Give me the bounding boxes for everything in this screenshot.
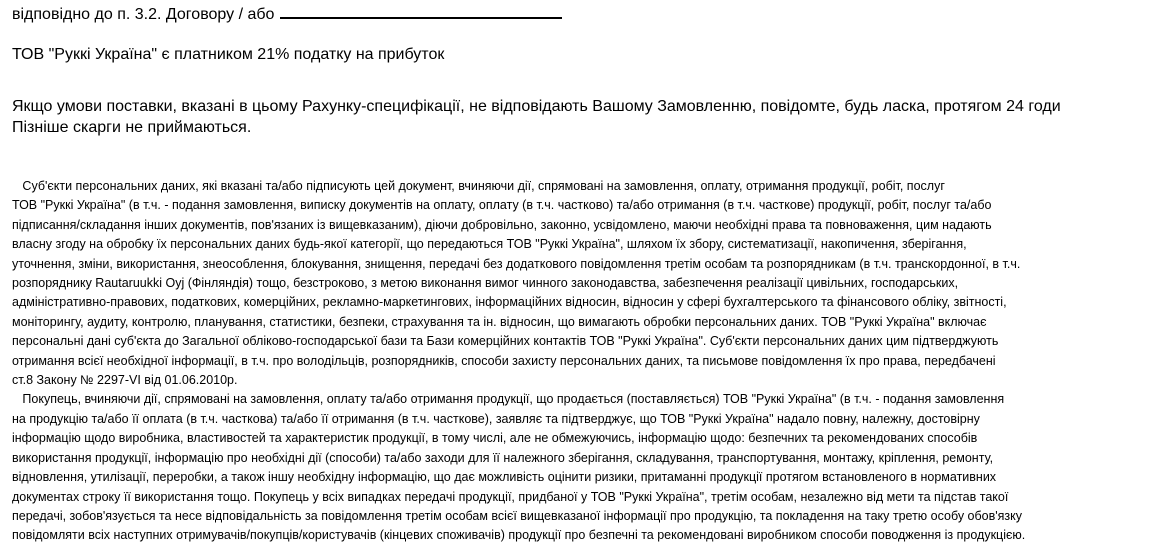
legal-line: ст.8 Закону № 2297-VI від 01.06.2010р. <box>12 373 238 388</box>
legal-line: відновлення, утилізації, переробки, а також іншу необхідну інформацію, що дає можливість оцінити ризики, притаманні продукції протягом встановленого в нормативних <box>12 470 997 485</box>
legal-line: уточнення, зміни, використання, знеособлення, блокування, знищення, передачі без додаткового повідомлення третім особам та розпорядникам (в т.ч. транскордонної, в т.ч. <box>12 256 1021 271</box>
legal-line: використання продукції, інформацію про необхідні дії (способи) та/або заходи для її належного зберігання, складування, транспортування, монтажу, кріплення, ремонту, <box>12 450 994 465</box>
legal-line: Суб'єкти персональних даних, які вказані та/або підписують цей документ, вчиняючи дії, спрямовані на замовлення, оплату, отримання продукції, робіт, послуг <box>12 179 945 193</box>
legal-line: моніторингу, аудиту, контролю, планування, статистики, безпеки, страхування та ін. відносин, що вимагають обробки персональних даних. ТОВ "Руккі Україна" включає <box>12 314 987 329</box>
tax-statement: ТОВ "Руккі Україна" є платником 21% податку на прибуток <box>12 46 445 63</box>
legal-line: документах строку її використання тощо. Покупець у всіх випадках передачі продукції, придбаної у ТОВ "Руккі Україна", третім особам, незалежно від мети та підстав такої <box>12 489 1009 504</box>
legal-line: підписання/складання інших документів, пов'язаних із вищевказаним), діючи добровільно, законно, усвідомлено, маючи необхідні права та повноваження, цим надають <box>12 217 992 232</box>
legal-line: на продукцію та/або її оплата (в т.ч. часткова) та/або її отримання (в т.ч. часткове), заявляє та підтверджує, що ТОВ "Руккі Україна" надало повну, належну, достовірну <box>12 411 980 426</box>
legal-line: інформацію щодо виробника, властивостей та характеристик продукції, в тому числі, але не обмежуючись, інформацію щодо: безпечних та рекомендованих способів <box>12 431 978 446</box>
contract-reference-text: відповідно до п. 3.2. Договору / або <box>12 6 275 23</box>
legal-line: ТОВ "Руккі Україна" (в т.ч. - подання замовлення, виписку документів на оплату, оплату (в т.ч. частково) та/або отримання (в т.ч. часткове) продукції, робіт, послуг та/або <box>12 198 992 213</box>
legal-line: отримання всієї необхідної інформації, в т.ч. про володільців, розпорядників, способи захисту персональних даних, та письмове повідомлення їх про права, передбачені <box>12 353 996 368</box>
delivery-notice <box>12 96 1061 138</box>
notice-line-1: Якщо умови поставки, вказані в цьому Рахунку-специфікації, не відповідають Вашому Замовленню, повідомте, будь ласка, протягом 24 годи <box>12 98 1061 115</box>
legal-line: Покупець, вчиняючи дії, спрямовані на замовлення, оплату та/або отримання продукції, що продається (поставляється) ТОВ "Руккі Україна" (в т.ч. - подання замовлення <box>12 392 1005 407</box>
legal-line: розпоряднику Rautaruukki Oyj (Фінляндія) тощо, безстроково, з метою виконання вимог чинного законодавства, забезпечення реалізації цивільних, господарських, <box>12 276 959 291</box>
notice-line-2: Пізніше скарги не приймаються. <box>12 119 252 136</box>
contract-reference-line <box>12 3 562 24</box>
contract-blank-line <box>280 3 562 19</box>
legal-line: адміністративно-правових, податкових, комерційних, рекламно-маркетингових, інформаційних відносин, відносин у сфері бухгалтерського та фінансового обліку, звітності, <box>12 295 1007 310</box>
legal-text-block <box>12 177 1162 546</box>
legal-line: повідомляти всіх наступних отримувачів/покупців/користувачів (кінцевих споживачів) продукції про безпечні та рекомендовані виробником способи поводження із продукцією. <box>12 528 1026 543</box>
legal-line: власну згоду на обробку їх персональних даних будь-якої категорії, що передаються ТОВ "Руккі Україна", шляхом їх збору, систематизації, накопичення, зберігання, <box>12 237 967 252</box>
legal-line: передачі, зобов'язується та несе відповідальність за повідомлення третім особам всієї вищевказаної інформації про продукцію, та покладення на таку третю особу обов'язку <box>12 508 1023 523</box>
legal-line: персональні дані суб'єкта до Загальної обліково-господарської бази та Бази комерційних контактів ТОВ "Руккі Україна". Суб'єкти персональних даних цим підтверджують <box>12 334 999 349</box>
